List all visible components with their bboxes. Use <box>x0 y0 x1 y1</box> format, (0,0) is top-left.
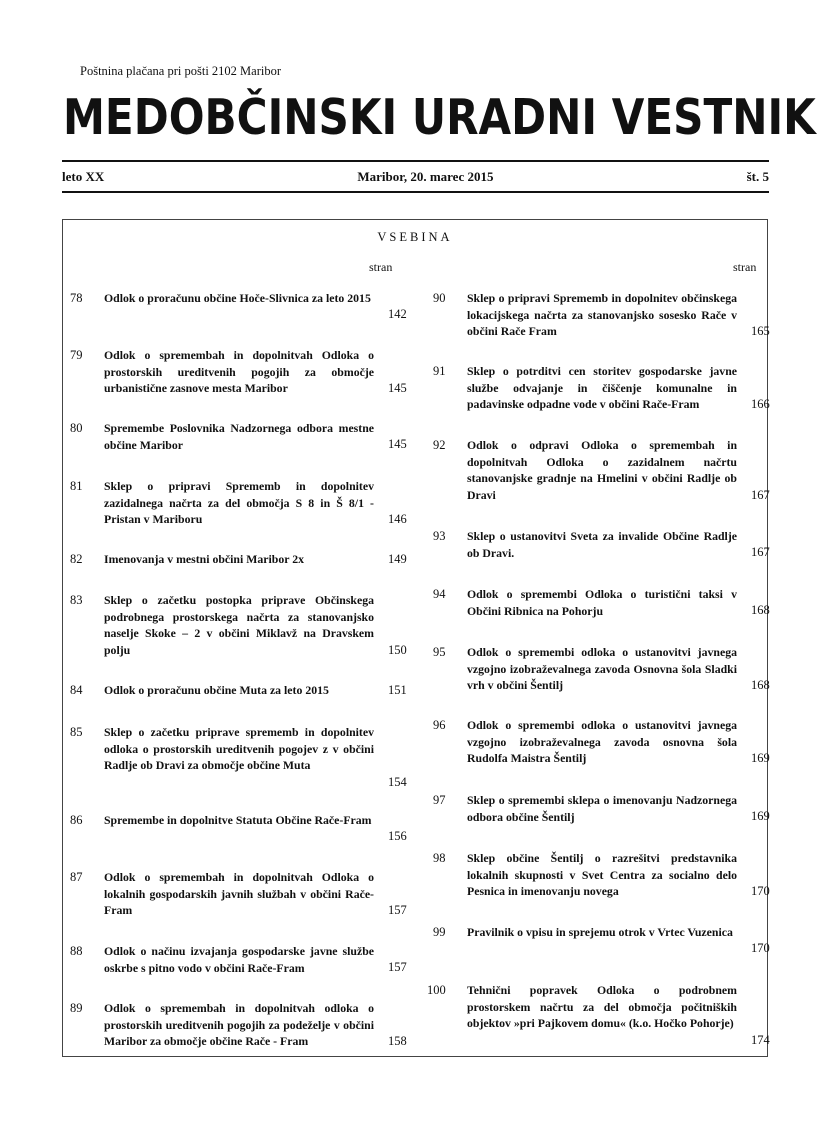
entry-page: 170 <box>751 884 770 898</box>
entry-title: Odlok o načinu izvajanja gospodarske javne službe oskrbe s pitno vodo v občini Rače-Fram <box>104 944 374 975</box>
entry-page: 169 <box>751 809 770 823</box>
entry-title: Sklep o potrditvi cen storitev gospodarske javne službe odvajanje in čiščenje komunalne in padavinske odpadne vode v občini Rače-Fram <box>467 364 737 411</box>
header-rule-top <box>62 160 769 162</box>
entry-number: 95 <box>433 645 446 659</box>
entry-page: 166 <box>751 397 770 411</box>
entry-page: 149 <box>388 552 407 566</box>
entry-number: 88 <box>70 944 83 958</box>
entry-page: 158 <box>388 1034 407 1048</box>
entry-page: 145 <box>388 381 407 395</box>
entry-number: 86 <box>70 813 83 827</box>
entry-page: 167 <box>751 545 770 559</box>
entry-number: 83 <box>70 593 83 607</box>
entry-number: 94 <box>433 587 446 601</box>
entry-title: Odlok o proračunu občine Hoče-Slivnica za leto 2015 <box>104 291 371 305</box>
entry-title: Odlok o spremembi odloka o ustanovitvi javnega vzgojno izobraževalnega zavoda osnovna šola Rudolfa Maistra Šentilj <box>467 718 737 765</box>
entry-number: 98 <box>433 851 446 865</box>
entry-title: Pravilnik o vpisu in sprejemu otrok v Vrtec Vuzenica <box>467 925 733 939</box>
entry-number: 81 <box>70 479 83 493</box>
entry-title: Odlok o spremembah in dopolnitvah odloka o prostorskih ureditvenih pogojih za podeželje v občini Maribor za območje občine Rače - Fram <box>104 1001 374 1048</box>
entry-number: 87 <box>70 870 83 884</box>
entry-title: Sklep o spremembi sklepa o imenovanju Nadzornega odbora občine Šentilj <box>467 793 737 824</box>
entry-number: 93 <box>433 529 446 543</box>
entry-number: 96 <box>433 718 446 732</box>
entry-number: 100 <box>427 983 446 997</box>
entry-title: Odlok o spremembi Odloka o turistični taksi v Občini Ribnica na Pohorju <box>467 587 737 618</box>
entry-number: 84 <box>70 683 83 697</box>
entry-page: 157 <box>388 960 407 974</box>
entry-number: 82 <box>70 552 83 566</box>
entry-title: Odlok o odpravi Odloka o spremembah in dopolnitvah Odloka o zazidalnem načrtu stanovanjske gradnje na Hmelini v občini Radlje ob Dravi <box>467 438 737 502</box>
entry-number: 80 <box>70 421 83 435</box>
entry-title: Odlok o spremembah in dopolnitvah Odloka o prostorskih ureditvenih pogojih za območje urbanistične zasnove mesta Maribor <box>104 348 374 395</box>
entry-page: 154 <box>388 775 407 789</box>
entry-title: Sklep o pripravi Sprememb in dopolnitev zazidalnega načrta za del območja S 8 in Š 8/1 - Pristan v Mariboru <box>104 479 374 526</box>
entry-title: Spremembe in dopolnitve Statuta Občine Rače-Fram <box>104 813 372 827</box>
entry-page: 145 <box>388 437 407 451</box>
issue-info-row <box>62 169 769 185</box>
entry-title: Sklep o ustanovitvi Sveta za invalide Občine Radlje ob Dravi. <box>467 529 737 560</box>
entry-page: 151 <box>388 683 407 697</box>
entry-page: 150 <box>388 643 407 657</box>
entry-number: 85 <box>70 725 83 739</box>
entry-title: Sklep občine Šentilj o razrešitvi predstavnika lokalnih skupnosti v Svet Centra za socialno delo Pesnica in imenovanju novega <box>467 851 737 898</box>
entry-number: 89 <box>70 1001 83 1015</box>
issue-number: št. 5 <box>746 169 769 184</box>
entry-page: 157 <box>388 903 407 917</box>
entry-number: 97 <box>433 793 446 807</box>
postage-note: Poštnina plačana pri pošti 2102 Maribor <box>80 64 282 78</box>
masthead-title: MEDOBČINSKI URADNI VESTNIK <box>63 89 816 146</box>
entry-page: 165 <box>751 324 770 338</box>
entry-page: 170 <box>751 941 770 955</box>
contents-box <box>62 219 768 1057</box>
page-column-label-left: stran <box>369 260 393 274</box>
entry-page: 168 <box>751 603 770 617</box>
entry-number: 79 <box>70 348 83 362</box>
entry-title: Spremembe Poslovnika Nadzornega odbora mestne občine Maribor <box>104 421 374 452</box>
entry-number: 99 <box>433 925 446 939</box>
entry-title: Sklep o začetku postopka priprave Občinskega podrobnega prostorskega načrta za stanovanjsko naselje Skoke – 2 v občini Miklavž na Dravskem polju <box>104 593 374 657</box>
entry-number: 92 <box>433 438 446 452</box>
header-rule-bottom <box>62 191 769 193</box>
contents-title: VSEBINA <box>377 230 453 244</box>
entry-page: 142 <box>388 307 407 321</box>
entry-page: 174 <box>751 1033 770 1047</box>
entry-number: 78 <box>70 291 83 305</box>
entry-title: Odlok o proračunu občine Muta za leto 2015 <box>104 683 329 697</box>
entry-title: Sklep o začetku priprave sprememb in dopolnitev odloka o prostorskih ureditvenih pogojev z v občini Radlje ob Dravi za območje občine Muta <box>104 725 374 772</box>
entry-title: Odlok o spremembi odloka o ustanovitvi javnega vzgojno izobraževalnega zavoda Osnovna šola Sladki vrh v občini Šentilj <box>467 645 737 692</box>
entry-page: 146 <box>388 512 407 526</box>
entry-page: 168 <box>751 678 770 692</box>
volume-year: leto XX <box>62 169 105 184</box>
entry-number: 90 <box>433 291 446 305</box>
entry-number: 91 <box>433 364 446 378</box>
entry-page: 156 <box>388 829 407 843</box>
entry-page: 167 <box>751 488 770 502</box>
entry-title: Imenovanja v mestni občini Maribor 2x <box>104 552 304 566</box>
page-column-label-right: stran <box>733 260 757 274</box>
entry-title: Odlok o spremembah in dopolnitvah Odloka o lokalnih gospodarskih javnih službah v občini Rače-Fram <box>104 870 374 917</box>
place-date: Maribor, 20. marec 2015 <box>357 169 494 184</box>
entry-title: Sklep o pripravi Sprememb in dopolnitev občinskega lokacijskega načrta za stanovanjsko sosesko Rače v občini Rače Fram <box>467 291 737 338</box>
entry-page: 169 <box>751 751 770 765</box>
entry-title: Tehnični popravek Odloka o podrobnem prostorskem načrtu za del območja počitniških objektov »pri Pajkovem domu« (k.o. Hočko Pohorje) <box>467 983 737 1030</box>
